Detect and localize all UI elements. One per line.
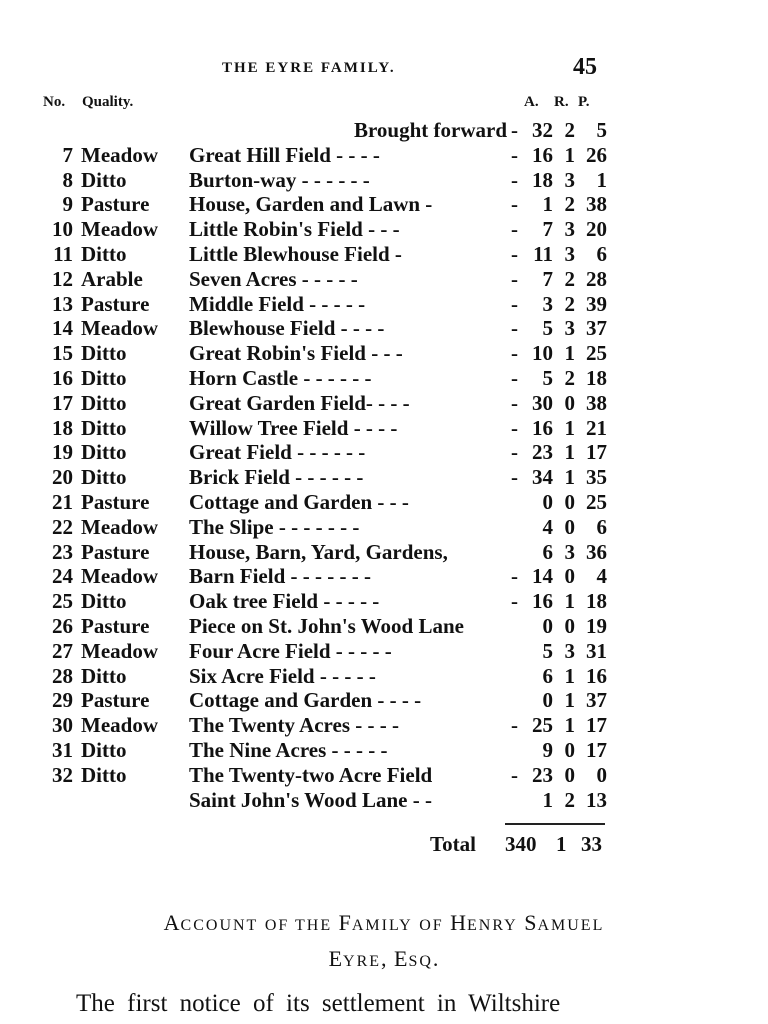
row-quality: Meadow xyxy=(81,142,158,167)
row-number: 9 xyxy=(62,192,73,217)
row-roods: 1 xyxy=(564,440,575,465)
row-acres: 14 xyxy=(532,564,553,589)
table-row xyxy=(40,738,607,763)
row-dash: - xyxy=(511,316,518,341)
row-dash xyxy=(511,614,525,639)
row-perches: 17 xyxy=(586,713,607,738)
page-number: 45 xyxy=(573,54,597,80)
row-roods: 3 xyxy=(564,167,575,192)
table-row xyxy=(40,242,607,267)
row-number: 28 xyxy=(52,663,73,688)
row-acres: 16 xyxy=(532,589,553,614)
row-roods: 0 xyxy=(564,514,575,539)
row-roods: 0 xyxy=(564,564,575,589)
table-row xyxy=(40,763,607,788)
row-quality: Ditto xyxy=(81,762,127,787)
row-perches: 16 xyxy=(586,663,607,688)
row-roods: 2 xyxy=(564,365,575,390)
row-field: The Twenty-two Acre Field xyxy=(189,762,433,787)
estate-table-body xyxy=(40,118,607,812)
row-perches: 38 xyxy=(586,192,607,217)
row-number: 29 xyxy=(52,688,73,713)
row-dash: - xyxy=(511,241,518,266)
row-quality: Pasture xyxy=(81,489,150,514)
row-roods: 1 xyxy=(564,663,575,688)
row-roods: 3 xyxy=(564,316,575,341)
column-header-no: No. xyxy=(43,94,66,110)
row-dash xyxy=(511,664,525,689)
row-acres: 23 xyxy=(532,762,553,787)
row-acres: 34 xyxy=(532,465,553,490)
table-row xyxy=(40,341,607,366)
row-field: Oak tree Field - - - - - xyxy=(189,589,380,614)
row-perches: 38 xyxy=(586,390,607,415)
brought-forward-perches: 5 xyxy=(596,118,607,142)
row-perches: 37 xyxy=(586,688,607,713)
row-perches: 37 xyxy=(586,316,607,341)
row-dash: - xyxy=(511,762,518,787)
row-number: 21 xyxy=(52,489,73,514)
row-field: House, Garden and Lawn - xyxy=(189,192,433,217)
row-dash xyxy=(511,639,525,664)
row-dash xyxy=(511,515,525,540)
row-perches: 26 xyxy=(586,142,607,167)
row-dash: - xyxy=(511,713,518,738)
row-number: 12 xyxy=(52,266,73,291)
table-row xyxy=(40,465,607,490)
brought-forward-label: Brought forward xyxy=(353,118,507,142)
table-row xyxy=(40,292,607,317)
row-dash: - xyxy=(511,142,518,167)
row-perches: 1 xyxy=(596,167,607,192)
total-perches: 33 xyxy=(581,832,602,856)
row-acres: 18 xyxy=(532,167,553,192)
row-field: Cottage and Garden - - - xyxy=(189,489,409,514)
table-row xyxy=(40,713,607,738)
table-row xyxy=(40,168,607,193)
row-perches: 25 xyxy=(586,341,607,366)
row-acres: 4 xyxy=(542,514,553,539)
row-quality: Ditto xyxy=(81,440,127,465)
row-acres: 5 xyxy=(542,316,553,341)
row-field: Barn Field - - - - - - - xyxy=(189,564,371,589)
row-acres: 6 xyxy=(542,663,553,688)
row-dash: - xyxy=(511,465,518,490)
row-perches: 31 xyxy=(586,638,607,663)
running-head xyxy=(0,56,768,84)
row-number: 30 xyxy=(52,713,73,738)
row-field: The Slipe - - - - - - - xyxy=(189,514,360,539)
row-acres: 7 xyxy=(542,266,553,291)
table-row xyxy=(40,688,607,713)
row-number: 17 xyxy=(52,390,73,415)
row-perches: 28 xyxy=(586,266,607,291)
table-row xyxy=(40,267,607,292)
row-number xyxy=(40,788,81,813)
row-field: Horn Castle - - - - - - xyxy=(189,365,372,390)
row-number: 32 xyxy=(52,762,73,787)
table-row xyxy=(40,614,607,639)
row-quality: Ditto xyxy=(81,365,127,390)
row-roods: 0 xyxy=(564,489,575,514)
row-number: 24 xyxy=(52,564,73,589)
brought-forward-row xyxy=(40,118,607,143)
section-heading-line-1: ACCOUNT OF THE FAMILY OF HENRY SAMUEL xyxy=(163,910,605,935)
total-rule xyxy=(505,823,605,825)
body-text: The first notice of its settlement in Wiltshire xyxy=(76,990,561,1017)
total-acres: 340 xyxy=(505,832,537,856)
row-perches: 18 xyxy=(586,365,607,390)
row-field: Little Robin's Field - - - xyxy=(189,217,400,242)
table-row xyxy=(40,515,607,540)
row-field: Seven Acres - - - - - xyxy=(189,266,358,291)
row-perches: 25 xyxy=(586,489,607,514)
row-acres: 5 xyxy=(542,638,553,663)
row-roods: 2 xyxy=(564,192,575,217)
row-quality: Arable xyxy=(81,266,143,291)
table-row xyxy=(40,316,607,341)
row-number: 11 xyxy=(53,241,73,266)
row-roods: 1 xyxy=(564,341,575,366)
row-roods: 3 xyxy=(564,241,575,266)
row-dash: - xyxy=(511,266,518,291)
row-dash: - xyxy=(511,365,518,390)
row-roods: 1 xyxy=(564,142,575,167)
row-acres: 30 xyxy=(532,390,553,415)
row-number: 22 xyxy=(52,514,73,539)
row-quality: Meadow xyxy=(81,316,158,341)
brought-forward-roods: 2 xyxy=(564,118,575,142)
row-field: Blewhouse Field - - - - xyxy=(189,316,385,341)
row-quality: Ditto xyxy=(81,341,127,366)
row-dash xyxy=(511,738,525,763)
row-dash: - xyxy=(511,167,518,192)
row-quality: Meadow xyxy=(81,638,158,663)
row-acres: 3 xyxy=(542,291,553,316)
row-roods: 2 xyxy=(564,266,575,291)
row-quality: Meadow xyxy=(81,713,158,738)
row-perches: 20 xyxy=(586,217,607,242)
row-quality: Ditto xyxy=(81,737,127,762)
table-row xyxy=(40,589,607,614)
section-heading-line-2: EYRE, ESQ. xyxy=(328,946,440,971)
row-number: 25 xyxy=(52,589,73,614)
row-roods: 3 xyxy=(564,638,575,663)
row-perches: 36 xyxy=(586,539,607,564)
row-quality: Meadow xyxy=(81,564,158,589)
row-dash xyxy=(511,688,525,713)
brought-forward-acres: 32 xyxy=(532,118,553,142)
row-field: Great Garden Field- - - - xyxy=(189,390,410,415)
row-field: Brick Field - - - - - - xyxy=(189,465,364,490)
row-acres: 1 xyxy=(542,787,553,812)
row-perches: 13 xyxy=(586,787,607,812)
row-dash: - xyxy=(511,415,518,440)
row-quality: Ditto xyxy=(81,390,127,415)
row-dash: - xyxy=(511,291,518,316)
row-quality: Ditto xyxy=(81,589,127,614)
total-label: Total xyxy=(430,832,476,856)
row-field: Six Acre Field - - - - - xyxy=(189,663,376,688)
row-field: Cottage and Garden - - - - xyxy=(189,688,422,713)
table-row xyxy=(40,490,607,515)
row-dash xyxy=(511,490,525,515)
row-field: Piece on St. John's Wood Lane xyxy=(189,613,464,638)
row-roods: 1 xyxy=(564,589,575,614)
row-quality: Pasture xyxy=(81,192,150,217)
row-perches: 35 xyxy=(586,465,607,490)
column-header-p: P. xyxy=(578,94,590,110)
row-quality: Ditto xyxy=(81,167,127,192)
column-header-r: R. xyxy=(554,94,569,110)
running-title: THE EYRE FAMILY. xyxy=(222,60,396,76)
row-roods: 3 xyxy=(564,539,575,564)
table-row xyxy=(40,564,607,589)
row-perches: 39 xyxy=(586,291,607,316)
row-number: 27 xyxy=(52,638,73,663)
brought-forward-dash: - xyxy=(511,118,518,142)
row-field: Four Acre Field - - - - - xyxy=(189,638,392,663)
row-field: The Nine Acres - - - - - xyxy=(189,737,388,762)
column-header-quality: Quality. xyxy=(82,94,134,110)
row-acres: 0 xyxy=(542,613,553,638)
row-perches: 17 xyxy=(586,737,607,762)
row-field: House, Barn, Yard, Gardens, xyxy=(189,539,448,564)
total-roods: 1 xyxy=(556,832,567,856)
row-quality: Meadow xyxy=(81,514,158,539)
row-perches: 18 xyxy=(586,589,607,614)
row-roods: 2 xyxy=(564,291,575,316)
row-dash: - xyxy=(511,564,518,589)
row-quality: Pasture xyxy=(81,291,150,316)
table-row xyxy=(40,192,607,217)
row-number: 7 xyxy=(62,142,73,167)
row-roods: 1 xyxy=(564,688,575,713)
estate-table xyxy=(40,118,607,812)
table-row xyxy=(40,143,607,168)
row-perches: 21 xyxy=(586,415,607,440)
table-row xyxy=(40,639,607,664)
row-perches: 17 xyxy=(586,440,607,465)
row-acres: 5 xyxy=(542,365,553,390)
row-perches: 6 xyxy=(596,514,607,539)
row-field: Great Field - - - - - - xyxy=(189,440,366,465)
row-quality: Pasture xyxy=(81,613,150,638)
row-number: 18 xyxy=(52,415,73,440)
row-field: Willow Tree Field - - - - xyxy=(189,415,398,440)
row-field: Saint John's Wood Lane - - xyxy=(189,787,432,812)
row-quality: Ditto xyxy=(81,241,127,266)
table-row xyxy=(40,540,607,565)
row-dash xyxy=(511,788,525,813)
row-number: 19 xyxy=(52,440,73,465)
row-number: 16 xyxy=(52,365,73,390)
row-acres: 10 xyxy=(532,341,553,366)
row-acres: 0 xyxy=(542,489,553,514)
row-quality xyxy=(81,788,189,813)
row-acres: 0 xyxy=(542,688,553,713)
row-acres: 7 xyxy=(542,217,553,242)
table-row xyxy=(40,664,607,689)
table-row xyxy=(40,217,607,242)
row-quality: Meadow xyxy=(81,217,158,242)
table-row xyxy=(40,391,607,416)
row-roods: 0 xyxy=(564,737,575,762)
row-acres: 9 xyxy=(542,737,553,762)
row-roods: 1 xyxy=(564,415,575,440)
row-roods: 3 xyxy=(564,217,575,242)
row-roods: 2 xyxy=(564,787,575,812)
row-dash: - xyxy=(511,440,518,465)
row-acres: 16 xyxy=(532,415,553,440)
row-roods: 1 xyxy=(564,465,575,490)
row-field: Burton-way - - - - - - xyxy=(189,167,370,192)
row-dash: - xyxy=(511,341,518,366)
row-acres: 25 xyxy=(532,713,553,738)
row-number: 31 xyxy=(52,737,73,762)
row-acres: 6 xyxy=(542,539,553,564)
row-dash xyxy=(511,540,525,565)
table-row xyxy=(40,788,607,813)
row-perches: 6 xyxy=(596,241,607,266)
row-dash: - xyxy=(511,390,518,415)
column-header-a: A. xyxy=(524,94,539,110)
row-field: Great Hill Field - - - - xyxy=(189,142,380,167)
row-quality: Ditto xyxy=(81,415,127,440)
row-acres: 1 xyxy=(542,192,553,217)
table-row xyxy=(40,366,607,391)
row-number: 14 xyxy=(52,316,73,341)
row-roods: 0 xyxy=(564,390,575,415)
row-number: 13 xyxy=(52,291,73,316)
row-acres: 16 xyxy=(532,142,553,167)
row-dash: - xyxy=(511,192,518,217)
row-number: 8 xyxy=(62,167,73,192)
row-roods: 0 xyxy=(564,613,575,638)
row-acres: 23 xyxy=(532,440,553,465)
row-quality: Pasture xyxy=(81,688,150,713)
row-field: The Twenty Acres - - - - xyxy=(189,713,399,738)
row-number: 23 xyxy=(52,539,73,564)
row-number: 20 xyxy=(52,465,73,490)
row-perches: 4 xyxy=(596,564,607,589)
row-perches: 19 xyxy=(586,613,607,638)
table-row xyxy=(40,416,607,441)
row-quality: Pasture xyxy=(81,539,150,564)
row-field: Little Blewhouse Field - xyxy=(189,241,402,266)
table-row xyxy=(40,440,607,465)
row-roods: 1 xyxy=(564,713,575,738)
row-number: 10 xyxy=(52,217,73,242)
row-quality: Ditto xyxy=(81,663,127,688)
row-field: Great Robin's Field - - - xyxy=(189,341,403,366)
row-field: Middle Field - - - - - xyxy=(189,291,366,316)
row-quality: Ditto xyxy=(81,465,127,490)
row-dash: - xyxy=(511,589,518,614)
row-number: 26 xyxy=(52,613,73,638)
row-number: 15 xyxy=(52,341,73,366)
row-dash: - xyxy=(511,217,518,242)
row-perches: 0 xyxy=(596,762,607,787)
row-acres: 11 xyxy=(533,241,553,266)
row-roods: 0 xyxy=(564,762,575,787)
